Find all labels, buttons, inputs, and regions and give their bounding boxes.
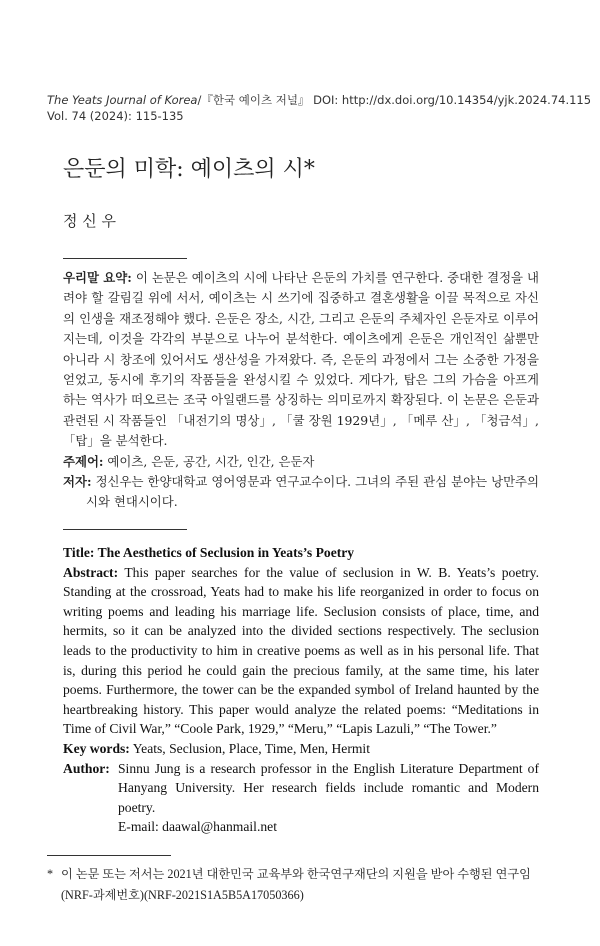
english-keywords-label: Key words: xyxy=(63,740,130,756)
korean-author-info xyxy=(63,472,539,513)
english-abstract-label: Abstract: xyxy=(63,564,119,580)
english-author-text: Sinnu Jung is a research professor in the English Literature Department of Hanyang University. Her research fields include romantic and Modern poetry. xyxy=(118,760,539,815)
journal-citation-line xyxy=(47,92,592,108)
english-keywords-text: Yeats, Seclusion, Place, Time, Men, Hermit xyxy=(129,740,370,756)
footnote xyxy=(47,864,557,906)
english-author-label: Author: xyxy=(63,760,110,776)
korean-abstract-label: 우리말 요약: xyxy=(63,270,132,285)
footnote-mark: * xyxy=(47,867,54,881)
journal-header xyxy=(47,92,592,124)
footnote-line-2: (NRF-과제번호)(NRF-2021S1A5B5A17050366) xyxy=(61,888,304,902)
korean-abstract xyxy=(63,268,539,452)
korean-keywords-label: 주제어: xyxy=(63,453,104,469)
english-abstract xyxy=(63,563,539,739)
footnote-line-1: 이 논문 또는 저서는 2021년 대한민국 교육부와 한국연구재단의 지원을 받아 수행된 연구임 xyxy=(61,867,531,881)
doi-link[interactable]: DOI: http://dx.doi.org/10.14354/yjk.2024.74.115 xyxy=(309,93,592,107)
korean-keywords-text: 예이츠, 은둔, 공간, 시간, 인간, 은둔자 xyxy=(103,453,315,469)
author-name-ko: 정 신 우 xyxy=(63,212,117,230)
english-abstract-section xyxy=(63,543,539,837)
journal-name: The Yeats Journal of Korea xyxy=(47,93,198,107)
korean-author-text: 정신우는 한양대학교 영어영문과 연구교수이다. 그녀의 주된 관심 분야는 낭만주의 시와 현대시이다. xyxy=(86,474,539,510)
journal-name-ko: /『한국 예이츠 저널』 xyxy=(197,93,310,107)
english-author-info xyxy=(63,759,539,837)
middle-divider xyxy=(63,529,187,530)
english-title: Title: The Aesthetics of Seclusion in Yeats’s Poetry xyxy=(63,545,355,560)
top-divider xyxy=(63,258,187,259)
paper-title-ko: 은둔의 미학: 예이츠의 시* xyxy=(63,157,315,182)
volume-line: Vol. 74 (2024): 115-135 xyxy=(47,109,184,123)
author-email[interactable]: E-mail: daawal@hanmail.net xyxy=(118,819,277,835)
footnote-divider xyxy=(47,855,171,856)
english-abstract-text: This paper searches for the value of seclusion in W. B. Yeats’s poetry. Standing at the crossroad, Yeats had to make his life reorganized in order to focus on writing poems and leading his marriage life. Seclusion consists of place, time, and hermits, so it can be analyzed into the divided sections respectively. The seclusion leads to the productivity to him in creative poems as well as in his personal life. That is, during this period he could gain the precious family, at the same time, his later poems. Furthermore, the tower can be the expanded symbol of Ireland haunted by the heartbreaking history. This paper would analyze the related poems: “Meditations in Time of Civil War,” “Coole Park, 1929,” “Meru,” “Lapis Lazuli,” “The Tower.” xyxy=(63,564,539,737)
korean-author-label: 저자: xyxy=(63,474,92,490)
korean-keywords xyxy=(63,452,539,472)
korean-abstract-text: 이 논문은 예이츠의 시에 나타난 은둔의 가치를 연구한다. 중대한 결정을 내려야 할 갈림길 위에 서서, 예이츠는 시 쓰기에 집중하고 결혼생활을 이끌 목적으로 자신의 인생을 재조정해야 했다. 은둔은 장소, 시간, 그리고 은둔의 주체자인 은둔자로 이루어지는데, 이것을 각각의 부분으로 나누어 분석한다. 예이츠에게 은둔은 개인적인 삶뿐만 아니라 시 창조에 있어서도 생산성을 가져왔다. 즉, 은둔의 과정에서 그는 소중한 가정을 얻었고, 동시에 후기의 작품들을 완성시킬 수 있었다. 게다가, 탑은 그의 가슴을 아프게 하는 역사가 떠오르는 조국 아일랜드를 상징하는 의미로까지 확장된다. 이 논문은 은둔과 관련된 시 작품들인 「내전기의 명상」, 「쿨 장원 1929년」, 「메루 산」, 「청금석」, 「탑」을 분석한다. xyxy=(63,270,540,449)
korean-abstract-section xyxy=(63,268,539,513)
english-keywords xyxy=(63,739,539,759)
